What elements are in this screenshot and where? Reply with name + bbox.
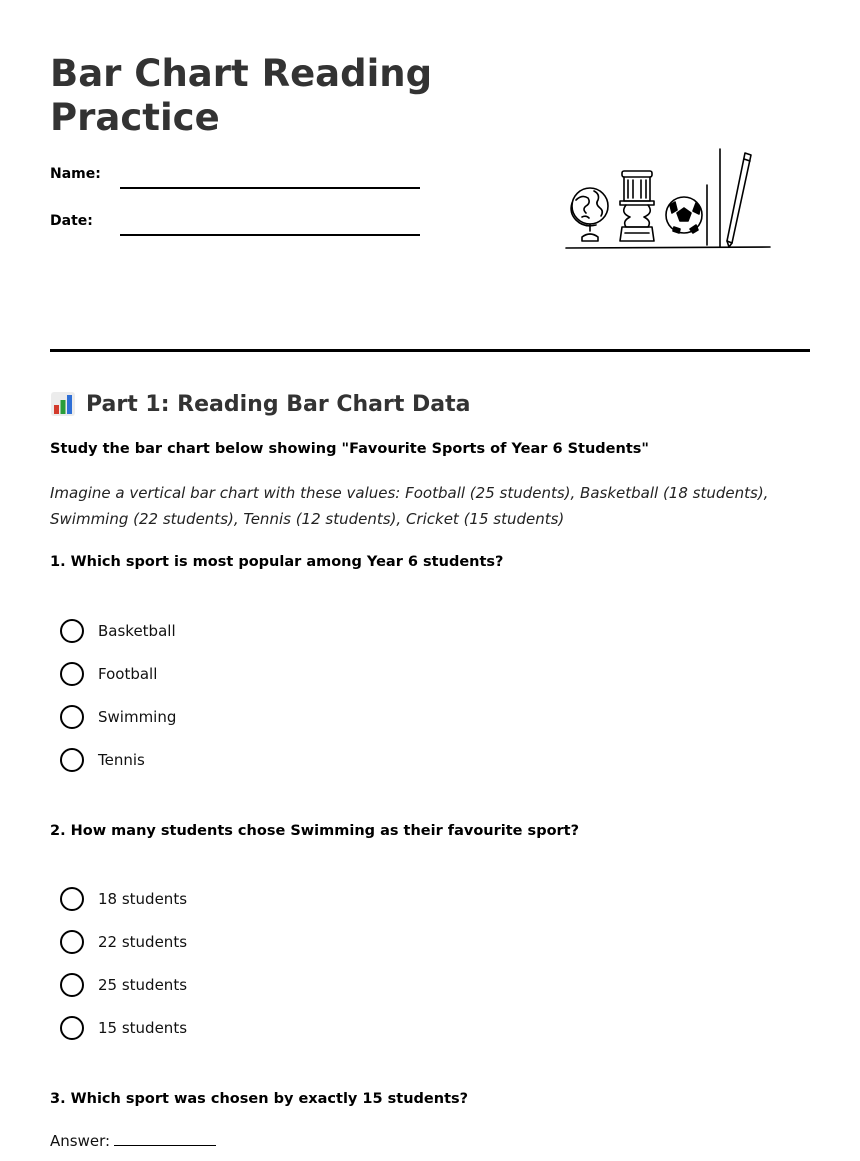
option-label: 22 students	[98, 933, 188, 951]
date-field[interactable]	[120, 234, 420, 236]
part1-heading-text: Part 1: Reading Bar Chart Data	[86, 391, 471, 417]
name-label: Name:	[50, 166, 101, 182]
question-3: 3. Which sport was chosen by exactly 15 students?	[50, 1091, 469, 1107]
q1-option-football[interactable]	[60, 661, 157, 687]
option-label: 15 students	[98, 1019, 188, 1037]
school-objects-illustration	[562, 145, 774, 253]
q2-option-25[interactable]	[60, 972, 187, 998]
radio-button[interactable]	[60, 748, 84, 772]
radio-button[interactable]	[60, 705, 84, 729]
trophy-icon	[620, 171, 654, 241]
chart-instruction: Study the bar chart below showing "Favourite Sports of Year 6 Students"	[50, 441, 649, 457]
option-label: Swimming	[98, 708, 177, 726]
q1-option-basketball[interactable]	[60, 618, 176, 644]
q3-answer-row	[50, 1132, 216, 1150]
answer-label: Answer:	[50, 1132, 111, 1150]
radio-button[interactable]	[60, 1016, 84, 1040]
pencil-icon	[727, 153, 751, 247]
page-title: Bar Chart Reading Practice	[50, 52, 433, 139]
q2-option-15[interactable]	[60, 1015, 187, 1041]
option-label: 25 students	[98, 976, 188, 994]
radio-button[interactable]	[60, 930, 84, 954]
bookend-icon	[707, 149, 720, 247]
radio-button[interactable]	[60, 619, 84, 643]
question-1: 1. Which sport is most popular among Year 6 students?	[50, 554, 504, 570]
option-label: 18 students	[98, 890, 188, 908]
date-label: Date:	[50, 213, 93, 229]
question-2: 2. How many students chose Swimming as their favourite sport?	[50, 823, 580, 839]
shelf-line	[566, 247, 770, 248]
option-label: Tennis	[98, 751, 145, 769]
name-field[interactable]	[120, 187, 420, 189]
option-label: Basketball	[98, 622, 176, 640]
part1-heading	[50, 389, 471, 419]
globe-icon	[571, 188, 608, 241]
q1-option-swimming[interactable]	[60, 704, 176, 730]
bar-chart-icon	[50, 391, 76, 417]
football-icon	[666, 197, 702, 233]
answer-field[interactable]	[114, 1132, 216, 1146]
q1-option-tennis[interactable]	[60, 747, 145, 773]
section-divider	[50, 349, 810, 352]
option-label: Football	[98, 665, 158, 683]
radio-button[interactable]	[60, 887, 84, 911]
radio-button[interactable]	[60, 973, 84, 997]
chart-description: Imagine a vertical bar chart with these values: Football (25 students), Basketball (18 students), Swimming (22 students), Tennis (12 students), Cricket (15 students)	[50, 484, 769, 528]
radio-button[interactable]	[60, 662, 84, 686]
q2-option-22[interactable]	[60, 929, 187, 955]
q2-option-18[interactable]	[60, 886, 187, 912]
